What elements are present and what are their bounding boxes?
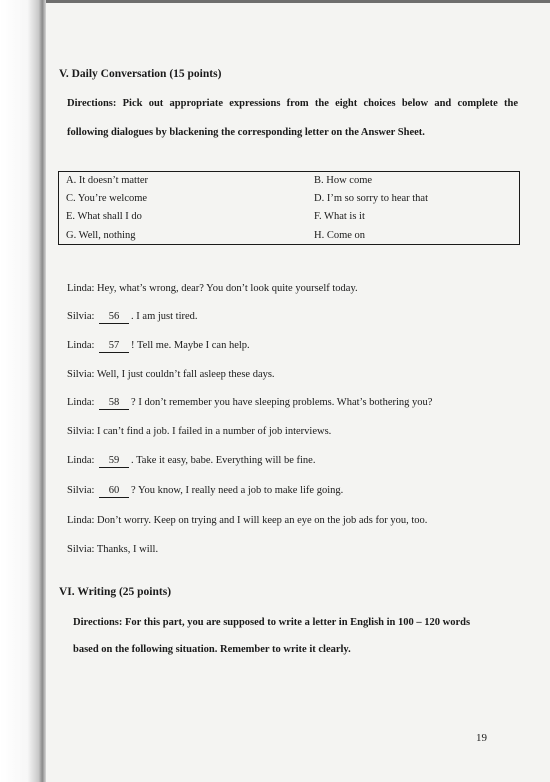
answer-blank-59: 59 [99,455,129,468]
dialogue-line-10: Silvia: Thanks, I will. [67,544,159,555]
choice-h: H. Come on [314,230,366,241]
dialogue-text: . Take it easy, babe. Everything will be fine. [131,455,316,466]
top-rule [46,0,550,3]
choice-g: G. Well, nothing [66,230,136,241]
answer-blank-60: 60 [99,485,129,498]
dialogue-line-9: Linda: Don’t worry. Keep on trying and I will keep an eye on the job ads for you, too. [67,515,428,526]
binding-edge [0,0,46,782]
choice-f: F. What is it [314,211,365,222]
speaker: Linda: [67,397,98,408]
answer-blank-57: 57 [99,340,129,353]
choice-d: D. I’m so sorry to hear that [314,193,429,204]
section-5-directions-line-1: Directions: Pick out appropriate expressions from the eight choices below and complete the [67,98,518,109]
dialogue-text: ? You know, I really need a job to make life going. [131,485,344,496]
section-6-directions-line-1: Directions: For this part, you are supposed to write a letter in English in 100 – 120 words [73,617,471,628]
dialogue-text: ? I don’t remember you have sleeping problems. What’s bothering you? [131,397,433,408]
dialogue-line-6: Silvia: I can’t find a job. I failed in a number of job interviews. [67,426,332,437]
choice-c: C. You’re welcome [66,193,148,204]
dialogue-line-1: Linda: Hey, what’s wrong, dear? You don’t look quite yourself today. [67,283,358,294]
dialogue-text: ! Tell me. Maybe I can help. [131,340,250,351]
section-5-directions-line-2: following dialogues by blackening the corresponding letter on the Answer Sheet. [67,127,425,138]
dialogue-line-3 [67,340,250,353]
dialogue-line-2 [67,311,198,324]
speaker: Linda: [67,340,98,351]
section-5-heading: V. Daily Conversation (15 points) [59,68,222,80]
choices-box [58,171,520,245]
speaker: Silvia: [67,311,98,322]
dialogue-line-7 [67,455,315,468]
choice-b: B. How come [314,175,373,186]
speaker: Linda: [67,455,98,466]
speaker: Silvia: [67,485,98,496]
dialogue-line-8 [67,485,343,498]
page-number: 19 [476,732,487,744]
dialogue-text: . I am just tired. [131,311,198,322]
choice-e: E. What shall I do [66,211,142,222]
choice-a: A. It doesn’t matter [66,175,149,186]
dialogue-line-4: Silvia: Well, I just couldn’t fall asleep these days. [67,369,275,380]
dialogue-line-5 [67,397,432,410]
section-6-directions-line-2: based on the following situation. Remember to write it clearly. [73,644,351,655]
section-6-heading: VI. Writing (25 points) [59,586,172,598]
answer-blank-58: 58 [99,397,129,410]
answer-blank-56: 56 [99,311,129,324]
